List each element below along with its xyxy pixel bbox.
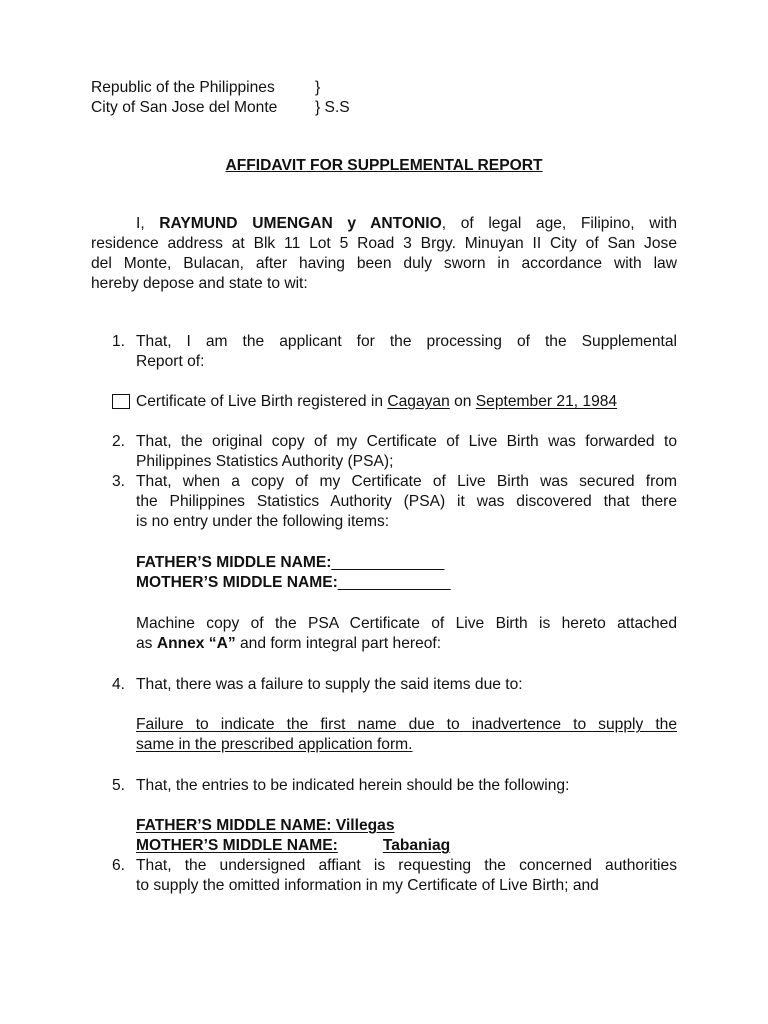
item-1-line-2: Report of: <box>136 353 205 370</box>
item-2-number: 2. <box>112 433 126 450</box>
item-2-line-1: That, the original copy of my Certificate of Live Birth was forwarded to <box>136 433 677 450</box>
mother-middle-name-entry: MOTHER’S MIDDLE NAME: Tabaniag <box>136 837 451 854</box>
intro-line-1: I, RAYMUND UMENGAN y ANTONIO, of legal age, Filipino, with <box>136 215 677 232</box>
document-title: AFFIDAVIT FOR SUPPLEMENTAL REPORT <box>225 157 543 174</box>
item-4-number: 4. <box>112 676 126 693</box>
header-brace-ss: } S.S <box>315 99 350 116</box>
mother-middle-name-blank: MOTHER’S MIDDLE NAME:_____________ <box>136 574 451 591</box>
intro-line-3: del Monte, Bulacan, after having been duly sworn in accordance with law <box>91 255 677 272</box>
header-city: City of San Jose del Monte <box>91 99 278 116</box>
certificate-checkbox[interactable] <box>112 394 130 409</box>
item-6-line-1: That, the undersigned affiant is requesting the concerned authorities <box>136 857 677 874</box>
mother-middle-name-value: Tabaniag <box>382 837 451 854</box>
father-middle-name-entry: FATHER’S MIDDLE NAME: Villegas <box>136 817 395 834</box>
header-republic: Republic of the Philippines <box>91 79 275 96</box>
item-6-line-2: to supply the omitted information in my Certificate of Live Birth; and <box>136 877 599 894</box>
item-5-line-1: That, the entries to be indicated herein should be the following: <box>136 777 570 794</box>
item-2-line-2: Philippines Statistics Authority (PSA); <box>136 453 394 470</box>
birth-date: September 21, 1984 <box>475 393 618 410</box>
item-3-line-2: the Philippines Statistics Authority (PSA) it was discovered that there <box>136 493 677 510</box>
reason-line-2: same in the prescribed application form. <box>136 736 413 753</box>
item-3-line-1: That, when a copy of my Certificate of Live Birth was secured from <box>136 473 677 490</box>
affiant-name: RAYMUND UMENGAN y ANTONIO <box>159 215 442 232</box>
item-1-number: 1. <box>112 333 126 350</box>
birth-place: Cagayan <box>387 393 450 410</box>
annex-label: Annex “A” <box>156 635 236 652</box>
item-6-number: 6. <box>112 857 126 874</box>
item-4-line-1: That, there was a failure to supply the said items due to: <box>136 676 523 693</box>
reason-line-1: Failure to indicate the first name due to inadvertence to supply the <box>136 716 677 733</box>
item-5-number: 5. <box>112 777 126 794</box>
certificate-line: Certificate of Live Birth registered in Cagayan on September 21, 1984 <box>136 393 618 410</box>
item-3-line-3: is no entry under the following items: <box>136 513 390 530</box>
header-brace-1: } <box>315 79 321 96</box>
father-middle-name-blank: FATHER’S MIDDLE NAME:_____________ <box>136 554 445 571</box>
annex-line-2: as Annex “A” and form integral part hereof: <box>136 635 442 652</box>
item-3-number: 3. <box>112 473 126 490</box>
annex-line-1: Machine copy of the PSA Certificate of Live Birth is hereto attached <box>136 615 677 632</box>
father-middle-name-value: Villegas <box>335 817 395 834</box>
item-1-line-1: That, I am the applicant for the processing of the Supplemental <box>136 333 677 350</box>
intro-line-4: hereby depose and state to wit: <box>91 275 308 292</box>
intro-line-2: residence address at Blk 11 Lot 5 Road 3 Brgy. Minuyan II City of San Jose <box>91 235 677 252</box>
